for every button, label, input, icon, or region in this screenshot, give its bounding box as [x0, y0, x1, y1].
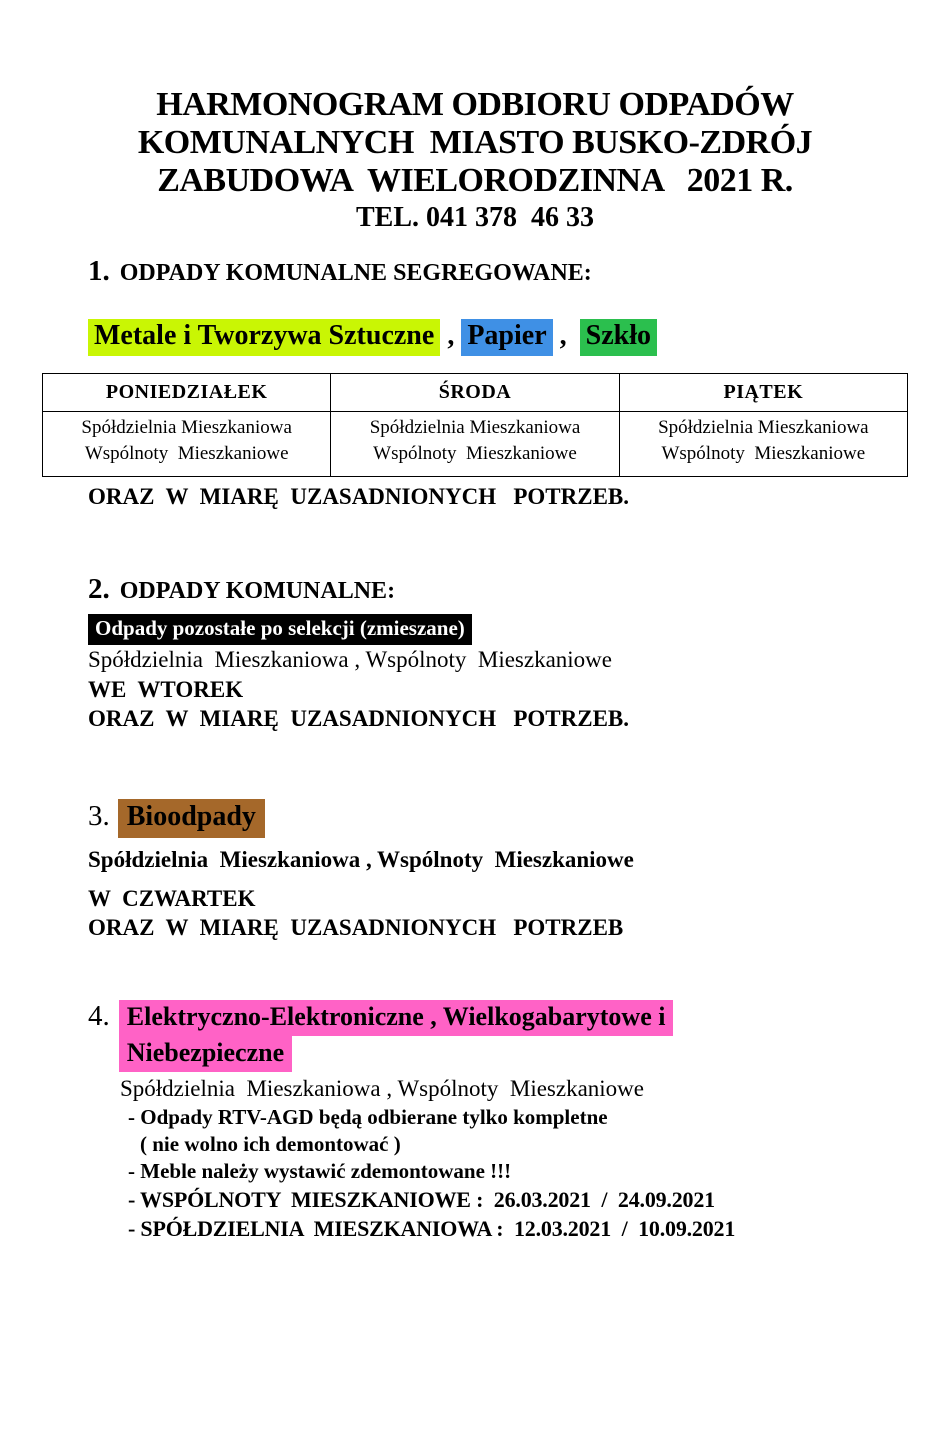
table-header-wednesday: ŚRODA — [331, 374, 619, 412]
section-2-entities: Spółdzielnia Mieszkaniowa , Wspólnoty Mieszkaniowe — [88, 647, 613, 672]
table-cell-wednesday — [331, 412, 619, 477]
section-4 — [88, 1000, 908, 1243]
section-3-heading — [88, 796, 908, 841]
table-cell-friday — [619, 412, 907, 477]
segregated-fractions-line — [88, 315, 908, 357]
section-4-note-meble: - Meble należy wystawić zdemontowane !!! — [128, 1159, 512, 1183]
cell-monday-line-1: Spółdzielnia Mieszkaniowa — [81, 417, 292, 438]
section-3 — [88, 796, 908, 943]
document-title — [42, 86, 908, 236]
section-2 — [88, 572, 908, 734]
fraction-papier: Papier — [461, 319, 552, 356]
cell-friday-line-2: Wspólnoty Mieszkaniowe — [661, 443, 866, 464]
cell-friday-line-1: Spółdzielnia Mieszkaniowa — [658, 417, 869, 438]
fraction-metale-tworzywa: Metale i Tworzywa Sztuczne — [88, 319, 440, 356]
title-line-1: HARMONOGRAM ODBIORU ODPADÓW — [156, 86, 794, 123]
elektro-highlight-line-2: Niebezpieczne — [119, 1036, 292, 1072]
elektro-highlight-line-1: Elektryczno-Elektroniczne , Wielkogabarytowe i — [119, 1000, 674, 1036]
fraction-separator-2: , — [559, 320, 567, 351]
section-4-entities: Spółdzielnia Mieszkaniowa , Wspólnoty Mieszkaniowe — [120, 1076, 645, 1101]
section-3-day: W CZWARTEK — [88, 886, 256, 911]
collection-days-table — [42, 373, 908, 477]
cell-wednesday-line-2: Wspólnoty Mieszkaniowe — [373, 443, 577, 464]
section-2-note: ORAZ W MIARĘ UZASADNIONYCH POTRZEB. — [88, 706, 629, 731]
cell-monday-line-2: Wspólnoty Mieszkaniowe — [84, 443, 289, 464]
phone-line: TEL. 041 378 46 33 — [355, 202, 595, 233]
section-2-heading — [88, 572, 908, 611]
table-header-friday: PIĄTEK — [619, 374, 907, 412]
section-4-heading — [88, 1000, 908, 1072]
section-4-note-rtv: - Odpady RTV-AGD będą odbierane tylko kompletne — [128, 1105, 608, 1129]
fraction-szklo: Szkło — [580, 319, 657, 356]
cell-wednesday-line-1: Spółdzielnia Mieszkaniowa — [369, 417, 581, 438]
table-cell-monday — [43, 412, 331, 477]
title-line-2: KOMUNALNYCH MIASTO BUSKO-ZDRÓJ — [137, 124, 813, 161]
section-2-title: ODPADY KOMUNALNE: — [119, 578, 396, 604]
mixed-waste-highlight: Odpady pozostałe po selekcji (zmieszane) — [88, 614, 472, 645]
table-body-row — [43, 412, 908, 477]
section-1-number: 1. — [88, 255, 110, 287]
fraction-separator-1: , — [447, 320, 455, 351]
section-2-number: 2. — [88, 573, 110, 605]
section-4-date-wspolnoty: - WSPÓLNOTY MIESZKANIOWE : 26.03.2021 / 24.09.2021 — [128, 1187, 715, 1212]
table-header-monday: PONIEDZIAŁEK — [43, 374, 331, 412]
section-1-note: ORAZ W MIARĘ UZASADNIONYCH POTRZEB. — [88, 484, 629, 509]
section-4-date-spoldzielnia: - SPÓŁDZIELNIA MIESZKANIOWA : 12.03.2021 / 10.09.2021 — [128, 1216, 736, 1241]
section-1-title: ODPADY KOMUNALNE SEGREGOWANE: — [119, 260, 592, 286]
section-3-number: 3. — [88, 800, 110, 832]
section-2-day: WE WTOREK — [88, 677, 244, 702]
table-header-row — [43, 374, 908, 412]
section-4-note-demontaz: ( nie wolno ich demontować ) — [140, 1132, 401, 1156]
section-3-note: ORAZ W MIARĘ UZASADNIONYCH POTRZEB — [88, 915, 624, 940]
section-3-entities: Spółdzielnia Mieszkaniowa , Wspólnoty Mieszkaniowe — [88, 847, 634, 872]
section-1-heading — [88, 254, 908, 293]
bioodpady-highlight: Bioodpady — [118, 799, 265, 838]
section-4-number: 4. — [88, 1000, 110, 1032]
title-line-3: ZABUDOWA WIELORODZINNA 2021 R. — [157, 162, 793, 199]
document-page — [0, 86, 950, 1430]
